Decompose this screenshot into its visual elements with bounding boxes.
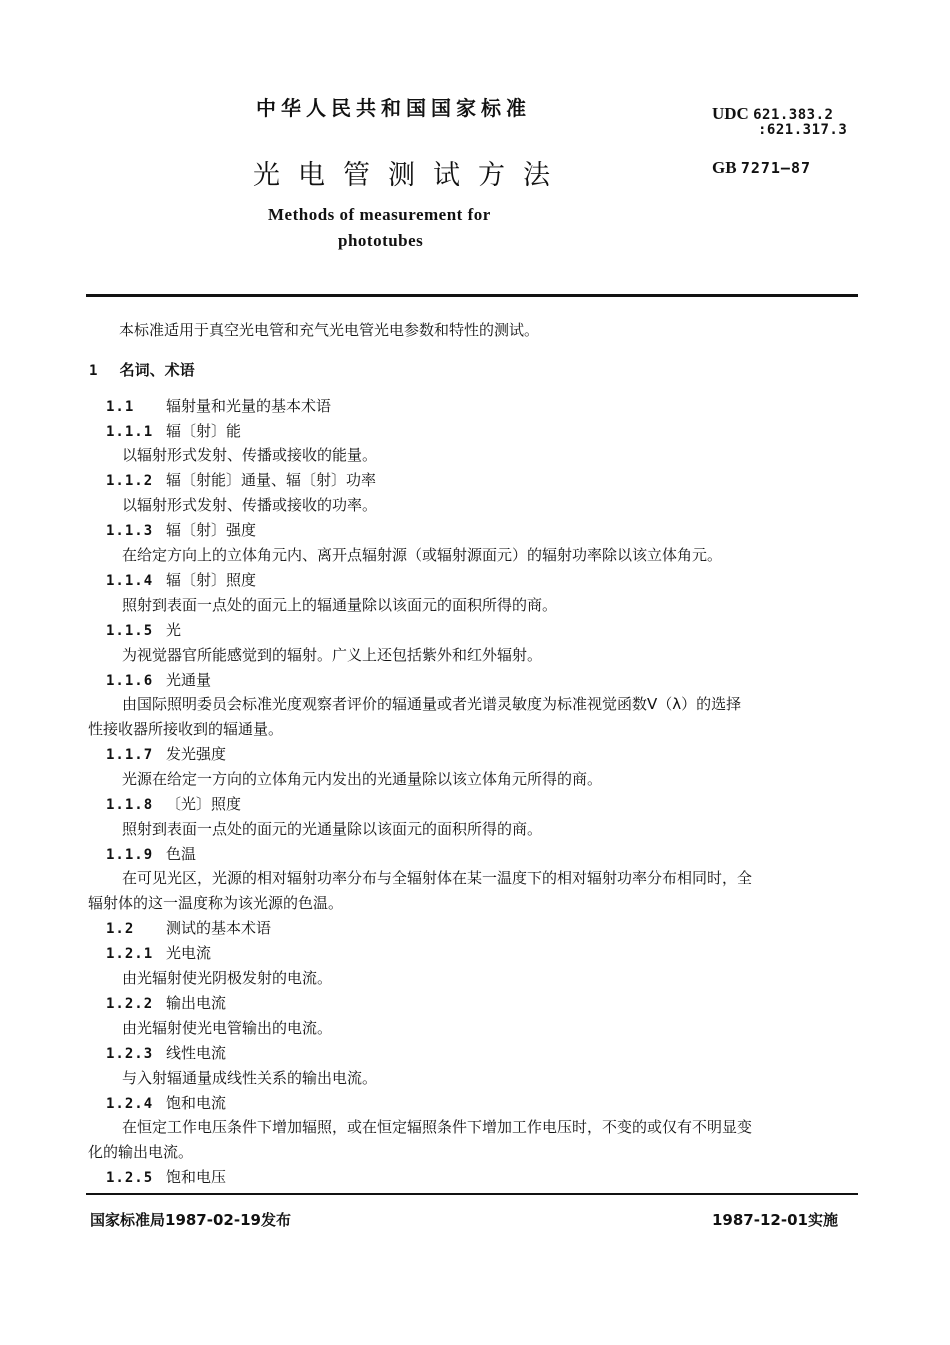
clause-number: 1.2.5 [106, 1170, 154, 1186]
clause-title: 线性电流 [166, 1044, 227, 1062]
clause [106, 941, 212, 967]
clause-body-continued: 辐射体的这一温度称为该光源的色温。 [88, 894, 344, 912]
clause-number: 1.1.7 [106, 747, 154, 763]
gb-label: GB [712, 158, 737, 177]
clause-number: 1.1.4 [106, 573, 154, 589]
section-number: 1 [89, 363, 99, 379]
clause-number: 1.2 [106, 921, 135, 937]
clause [106, 792, 242, 818]
clause [106, 468, 377, 494]
clause-number: 1.1.9 [106, 847, 154, 863]
clause-title: 光电流 [166, 944, 212, 962]
clause [106, 842, 197, 868]
issue-date: 国家标准局1987-02-19发布 [90, 1211, 291, 1229]
clause-title: 辐〔射〕照度 [166, 571, 257, 589]
gb-standard-number [712, 158, 811, 178]
clause-title: 光 [166, 621, 182, 639]
english-title-line2: phototubes [338, 231, 424, 250]
clause-body: 在可见光区，光源的相对辐射功率分布与全辐射体在某一温度下的相对辐射功率分布相同时，全 [122, 869, 753, 887]
clause-body: 以辐射形式发射、传播或接收的能量。 [122, 446, 378, 464]
clause-title: 输出电流 [166, 994, 227, 1012]
clause-body: 为视觉器官所能感觉到的辐射。广义上还包括紫外和红外辐射。 [122, 646, 543, 664]
clause [106, 419, 242, 445]
clause-body: 与入射辐通量成线性关系的输出电流。 [122, 1069, 378, 1087]
clause-body-continued: 化的输出电流。 [88, 1143, 194, 1161]
clause-number: 1.2.1 [106, 946, 154, 962]
clause-body: 在给定方向上的立体角元内、离开点辐射源（或辐射源面元）的辐射功率除以该立体角元。 [122, 546, 723, 564]
clause [106, 991, 227, 1017]
header-divider [86, 294, 858, 297]
clause-number: 1.2.4 [106, 1096, 154, 1112]
gb-number: 7271—87 [740, 159, 812, 177]
clause-number: 1.2.3 [106, 1046, 154, 1062]
clause [106, 1165, 227, 1191]
clause-title: 辐射量和光量的基本术语 [166, 397, 332, 415]
english-title-line1: Methods of measurement for [268, 205, 491, 224]
clause-body: 以辐射形式发射、传播或接收的功率。 [122, 496, 378, 514]
clause-title: 饱和电流 [166, 1094, 227, 1112]
clause [106, 1091, 227, 1117]
clause [106, 742, 227, 768]
clause-body: 光源在给定一方向的立体角元内发出的光通量除以该立体角元所得的商。 [122, 770, 603, 788]
udc-label: UDC [712, 104, 749, 123]
clause-title: 测试的基本术语 [166, 919, 272, 937]
clause [106, 916, 272, 942]
clause [106, 568, 257, 594]
clause-number: 1.1.2 [106, 473, 154, 489]
clause-number: 1.1.6 [106, 673, 154, 689]
clause-number: 1.2.2 [106, 996, 154, 1012]
document-title: 光电管测试方法 [253, 160, 568, 191]
clause-body: 照射到表面一点处的面元的光通量除以该面元的面积所得的商。 [122, 820, 543, 838]
standard-name: 中华人民共和国国家标准 [256, 96, 531, 120]
clause-title: 辐〔射〕能 [166, 422, 242, 440]
section-heading [89, 359, 195, 380]
clause [106, 618, 182, 644]
udc-code-2: :621.317.3 [758, 122, 848, 138]
clause [106, 518, 257, 544]
clause-title: 光通量 [166, 671, 212, 689]
clause-body: 由国际照明委员会标准光度观察者评价的辐通量或者光谱灵敏度为标准视觉函数V（λ）的选择 [122, 695, 742, 713]
section-title: 名词、术语 [119, 361, 195, 379]
clause-number: 1.1.1 [106, 424, 154, 440]
clause-body: 照射到表面一点处的面元上的辐通量除以该面元的面积所得的商。 [122, 596, 558, 614]
effective-date: 1987-12-01实施 [712, 1211, 838, 1229]
clause-title: 色温 [166, 845, 197, 863]
clause-number: 1.1.3 [106, 523, 154, 539]
footer-divider [86, 1193, 858, 1195]
intro-paragraph: 本标准适用于真空光电管和充气光电管光电参数和特性的测试。 [119, 321, 540, 339]
clause-number: 1.1 [106, 399, 135, 415]
clause-body: 由光辐射使光电管输出的电流。 [122, 1019, 333, 1037]
clause-title: 辐〔射〕强度 [166, 521, 257, 539]
clause [106, 668, 212, 694]
clause-number: 1.1.8 [106, 797, 154, 813]
clause-number: 1.1.5 [106, 623, 154, 639]
clause-title: 辐〔射能〕通量、辐〔射〕功率 [166, 471, 377, 489]
clause-body: 在恒定工作电压条件下增加辐照，或在恒定辐照条件下增加工作电压时，不变的或仅有不明显变 [122, 1118, 753, 1136]
udc-code-1: 621.383.2 [753, 107, 834, 123]
clause-title: 〔光〕照度 [166, 795, 242, 813]
clause-title: 饱和电压 [166, 1168, 227, 1186]
clause [106, 1041, 227, 1067]
clause-body: 由光辐射使光阴极发射的电流。 [122, 969, 333, 987]
udc-classification [712, 104, 833, 124]
clause-title: 发光强度 [166, 745, 227, 763]
clause-body-continued: 性接收器所接收到的辐通量。 [88, 720, 284, 738]
clause [106, 394, 332, 420]
